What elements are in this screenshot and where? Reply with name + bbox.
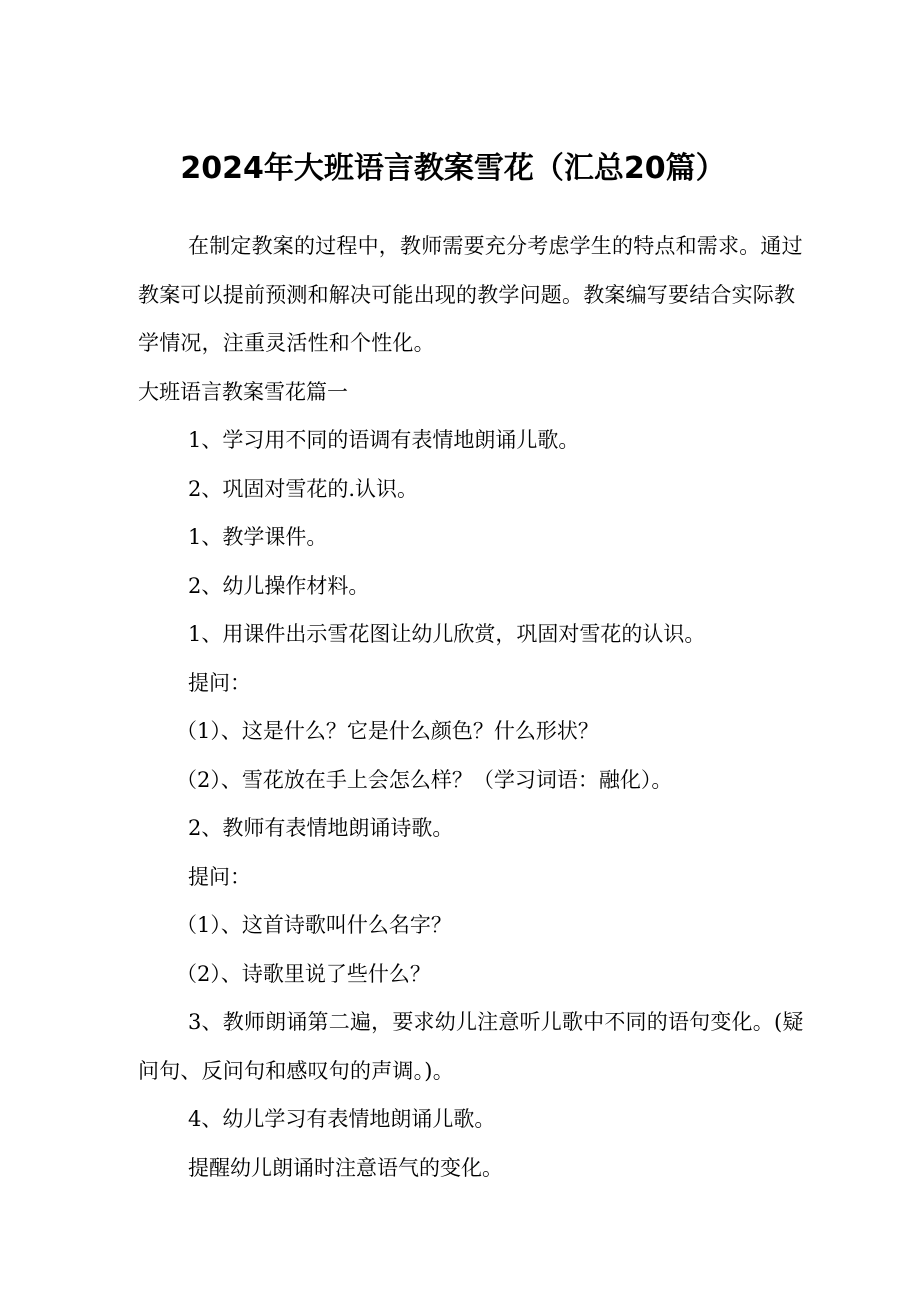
question-2-1: （1）、这首诗歌叫什么名字？ bbox=[176, 913, 452, 937]
step-item-4: 4、幼儿学习有表情地朗诵儿歌。 bbox=[188, 1107, 496, 1131]
document-title: 2024年大班语言教案雪花（汇总20篇） bbox=[180, 151, 726, 186]
intro-paragraph: 在制定教案的过程中，教师需要充分考虑学生的特点和需求。通过教案可以提前预测和解决可能出现的教学问题。教案编写要结合实际教学情况，注重灵活性和个性化。 bbox=[138, 234, 803, 355]
goal-item-2: 2、巩固对雪花的.认识。 bbox=[188, 476, 419, 501]
section-heading: 大班语言教案雪花篇一 bbox=[138, 379, 348, 404]
step-item-3: 3、教师朗诵第二遍，要求幼儿注意听儿歌中不同的语句变化。(疑问句、反问句和感叹句的声调。)。 bbox=[138, 1010, 804, 1083]
step-item-1: 1、用课件出示雪花图让幼儿欣赏，巩固对雪花的认识。 bbox=[188, 622, 706, 646]
question-1-2: （2）、雪花放在手上会怎么样？（学习词语：融化）。 bbox=[176, 767, 673, 792]
goal-item-1: 1、学习用不同的语调有表情地朗诵儿歌。 bbox=[188, 428, 580, 452]
question-label-1: 提问： bbox=[188, 670, 251, 695]
question-2-2: （2）、诗歌里说了些什么？ bbox=[176, 961, 431, 986]
document-body bbox=[138, 222, 808, 1192]
question-1-1: （1）、这是什么？它是什么颜色？什么形状？ bbox=[176, 719, 599, 743]
reminder-line: 提醒幼儿朗诵时注意语气的变化。 bbox=[188, 1155, 503, 1180]
step-item-2: 2、教师有表情地朗诵诗歌。 bbox=[188, 816, 454, 840]
prep-item-1: 1、教学课件。 bbox=[188, 525, 328, 549]
question-label-2: 提问： bbox=[188, 864, 251, 889]
prep-item-2: 2、幼儿操作材料。 bbox=[188, 573, 370, 598]
